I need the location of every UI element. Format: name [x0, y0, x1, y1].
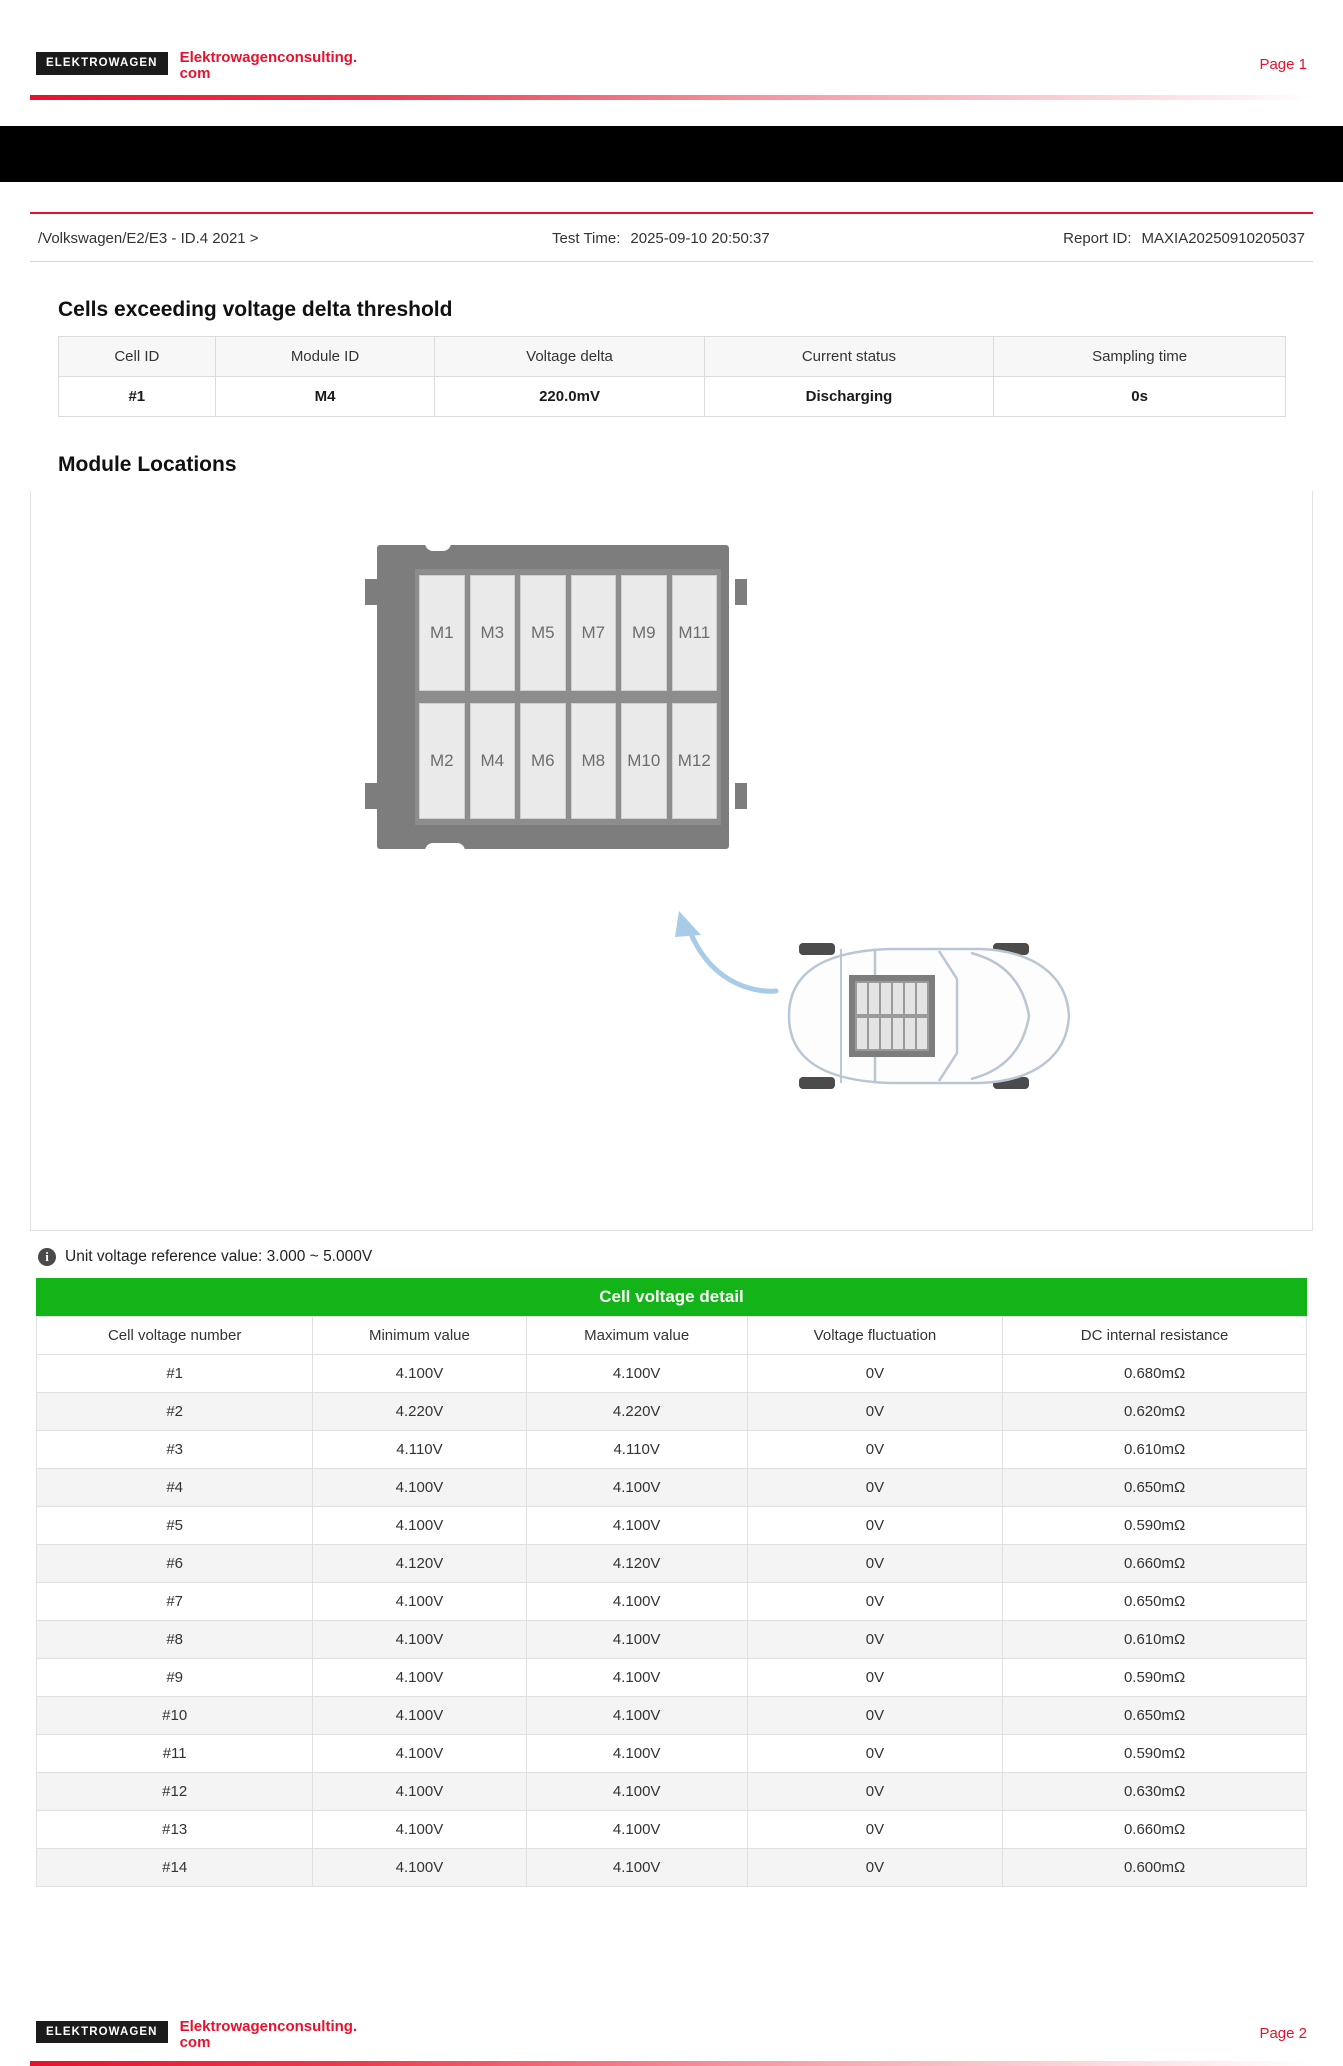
cell-voltage-title: Cell voltage detail: [36, 1278, 1307, 1316]
module-m7: M7: [571, 575, 617, 691]
voltage-delta-value: 220.0mV: [435, 377, 704, 417]
table-row: [37, 1431, 1307, 1469]
dc-internal-resistance: 0.650mΩ: [1003, 1469, 1307, 1507]
table-row: [37, 1735, 1307, 1773]
col-minimum-value: Minimum value: [313, 1317, 526, 1355]
pack-mount-right-bottom: [735, 783, 747, 809]
cell-voltage-section: [36, 1278, 1307, 1887]
maximum-value: 4.100V: [526, 1621, 747, 1659]
col-voltage-fluctuation: Voltage fluctuation: [747, 1317, 1002, 1355]
pack-mount-left-top: [365, 579, 377, 605]
cell-voltage-number: #13: [37, 1811, 313, 1849]
maximum-value: 4.100V: [526, 1811, 747, 1849]
pack-notch-bottom: [425, 843, 465, 853]
info-icon: i: [38, 1248, 56, 1266]
module-id-value: M4: [215, 377, 435, 417]
maximum-value: 4.100V: [526, 1773, 747, 1811]
report-id-label: Report ID:: [1063, 230, 1132, 248]
battery-pack-diagram: [361, 545, 751, 865]
maximum-value: 4.100V: [526, 1849, 747, 1887]
dc-internal-resistance: 0.650mΩ: [1003, 1583, 1307, 1621]
voltage-fluctuation: 0V: [747, 1735, 1002, 1773]
col-cell-voltage-number: Cell voltage number: [37, 1317, 313, 1355]
voltage-fluctuation: 0V: [747, 1469, 1002, 1507]
document-footer: [0, 2019, 1343, 2066]
table-header-row: [59, 337, 1286, 377]
pack-notch-top: [425, 541, 451, 551]
maximum-value: 4.220V: [526, 1393, 747, 1431]
maximum-value: 4.100V: [526, 1659, 747, 1697]
module-m4: M4: [470, 703, 516, 819]
cell-voltage-number: #3: [37, 1431, 313, 1469]
brand-block: [36, 50, 357, 82]
minimum-value: 4.110V: [313, 1431, 526, 1469]
table-row: [37, 1507, 1307, 1545]
pack-module-grid: [415, 569, 721, 825]
footer-brand-name: [180, 2019, 358, 2051]
brand-name-line1: Elektrowagenconsulting.: [179, 49, 358, 66]
table-row: [37, 1849, 1307, 1887]
voltage-fluctuation: 0V: [747, 1507, 1002, 1545]
table-row: [37, 1697, 1307, 1735]
minimum-value: 4.100V: [313, 1583, 526, 1621]
col-current-status: Current status: [704, 337, 994, 377]
cell-voltage-number: #14: [37, 1849, 313, 1887]
voltage-reference-note: [38, 1248, 1343, 1266]
test-time-value: 2025-09-10 20:50:37: [630, 230, 770, 248]
cell-voltage-number: #11: [37, 1735, 313, 1773]
footer-divider: [30, 2061, 1313, 2066]
cell-voltage-number: #2: [37, 1393, 313, 1431]
dc-internal-resistance: 0.610mΩ: [1003, 1621, 1307, 1659]
footer-brand-block: [36, 2019, 357, 2051]
table-row: [37, 1773, 1307, 1811]
callout-arrow-icon: [671, 909, 781, 999]
table-row: [37, 1659, 1307, 1697]
dc-internal-resistance: 0.660mΩ: [1003, 1811, 1307, 1849]
maximum-value: 4.100V: [526, 1355, 747, 1393]
col-module-id: Module ID: [215, 337, 435, 377]
dc-internal-resistance: 0.680mΩ: [1003, 1355, 1307, 1393]
module-m1: M1: [419, 575, 465, 691]
table-row: [37, 1811, 1307, 1849]
pack-mount-left-bottom: [365, 783, 377, 809]
module-m5: M5: [520, 575, 566, 691]
maximum-value: 4.100V: [526, 1583, 747, 1621]
sampling-time-value: 0s: [994, 377, 1286, 417]
dc-internal-resistance: 0.610mΩ: [1003, 1431, 1307, 1469]
minimum-value: 4.100V: [313, 1735, 526, 1773]
voltage-fluctuation: 0V: [747, 1849, 1002, 1887]
col-cell-id: Cell ID: [59, 337, 216, 377]
module-m12: M12: [672, 703, 718, 819]
meta-strip: [30, 214, 1313, 262]
voltage-reference-note-text: Unit voltage reference value: 3.000 ~ 5.000V: [65, 1248, 373, 1266]
voltage-fluctuation: 0V: [747, 1773, 1002, 1811]
maximum-value: 4.110V: [526, 1431, 747, 1469]
minimum-value: 4.100V: [313, 1773, 526, 1811]
module-m6: M6: [520, 703, 566, 819]
minimum-value: 4.100V: [313, 1355, 526, 1393]
cell-voltage-number: #9: [37, 1659, 313, 1697]
footer-brand-name-line2: com: [179, 2033, 211, 2051]
voltage-fluctuation: 0V: [747, 1355, 1002, 1393]
cell-voltage-number: #7: [37, 1583, 313, 1621]
cell-voltage-number: #4: [37, 1469, 313, 1507]
current-status-value: Discharging: [704, 377, 994, 417]
minimum-value: 4.100V: [313, 1849, 526, 1887]
module-m11: M11: [672, 575, 718, 691]
module-m8: M8: [571, 703, 617, 819]
voltage-fluctuation: 0V: [747, 1659, 1002, 1697]
breadcrumb[interactable]: /Volkswagen/E2/E3 - ID.4 2021 >: [38, 230, 259, 248]
dc-internal-resistance: 0.590mΩ: [1003, 1659, 1307, 1697]
pack-row-bottom: [419, 703, 717, 819]
cell-voltage-number: #8: [37, 1621, 313, 1659]
maximum-value: 4.100V: [526, 1735, 747, 1773]
cell-voltage-number: #12: [37, 1773, 313, 1811]
test-time-group: [552, 230, 770, 247]
voltage-fluctuation: 0V: [747, 1621, 1002, 1659]
footer-page-number: Page 2: [1259, 2024, 1307, 2042]
table-row: [37, 1545, 1307, 1583]
delta-threshold-table: [58, 336, 1286, 417]
maximum-value: 4.100V: [526, 1469, 747, 1507]
report-id-group: [1063, 230, 1305, 247]
dc-internal-resistance: 0.620mΩ: [1003, 1393, 1307, 1431]
cell-voltage-table-body: [37, 1355, 1307, 1887]
dc-internal-resistance: 0.590mΩ: [1003, 1507, 1307, 1545]
footer-brand-logo: ELEKTROWAGEN: [36, 2021, 168, 2044]
cell-voltage-number: #1: [37, 1355, 313, 1393]
minimum-value: 4.100V: [313, 1697, 526, 1735]
voltage-fluctuation: 0V: [747, 1431, 1002, 1469]
meta-strip-wrapper: [30, 212, 1313, 262]
pack-mount-right-top: [735, 579, 747, 605]
dc-internal-resistance: 0.660mΩ: [1003, 1545, 1307, 1583]
header-page-number: Page 1: [1259, 56, 1307, 73]
table-row: [37, 1355, 1307, 1393]
document-header: [0, 0, 1343, 82]
header-divider: [30, 95, 1313, 100]
dc-internal-resistance: 0.600mΩ: [1003, 1849, 1307, 1887]
col-dc-internal-resistance: DC internal resistance: [1003, 1317, 1307, 1355]
minimum-value: 4.100V: [313, 1621, 526, 1659]
col-voltage-delta: Voltage delta: [435, 337, 704, 377]
dc-internal-resistance: 0.650mΩ: [1003, 1697, 1307, 1735]
voltage-fluctuation: 0V: [747, 1811, 1002, 1849]
table-row: [59, 377, 1286, 417]
module-locations-diagram: [30, 491, 1313, 1231]
module-locations-title: Module Locations: [58, 453, 237, 477]
table-row: [37, 1469, 1307, 1507]
voltage-fluctuation: 0V: [747, 1697, 1002, 1735]
dc-internal-resistance: 0.630mΩ: [1003, 1773, 1307, 1811]
table-row: [37, 1393, 1307, 1431]
delta-section-title: Cells exceeding voltage delta threshold: [58, 298, 453, 322]
voltage-fluctuation: 0V: [747, 1545, 1002, 1583]
voltage-fluctuation: 0V: [747, 1583, 1002, 1621]
cell-voltage-number: #10: [37, 1697, 313, 1735]
pack-row-top: [419, 575, 717, 691]
table-row: [37, 1583, 1307, 1621]
cell-voltage-table: [36, 1316, 1307, 1887]
module-m9: M9: [621, 575, 667, 691]
minimum-value: 4.100V: [313, 1469, 526, 1507]
battery-pack-housing: [377, 545, 729, 849]
voltage-fluctuation: 0V: [747, 1393, 1002, 1431]
test-time-label: Test Time:: [552, 230, 621, 248]
table-header-row: [37, 1317, 1307, 1355]
footer-brand-name-line1: Elektrowagenconsulting.: [179, 2017, 358, 2035]
report-id-value: MAXIA20250910205037: [1141, 230, 1305, 248]
table-row: [37, 1621, 1307, 1659]
minimum-value: 4.100V: [313, 1507, 526, 1545]
maximum-value: 4.120V: [526, 1545, 747, 1583]
module-m10: M10: [621, 703, 667, 819]
minimum-value: 4.220V: [313, 1393, 526, 1431]
brand-name-line2: com: [179, 65, 211, 83]
maximum-value: 4.100V: [526, 1697, 747, 1735]
module-m2: M2: [419, 703, 465, 819]
cell-voltage-number: #5: [37, 1507, 313, 1545]
minimum-value: 4.100V: [313, 1811, 526, 1849]
cell-voltage-number: #6: [37, 1545, 313, 1583]
brand-logo: ELEKTROWAGEN: [36, 52, 168, 75]
minimum-value: 4.100V: [313, 1659, 526, 1697]
maximum-value: 4.100V: [526, 1507, 747, 1545]
col-sampling-time: Sampling time: [994, 337, 1286, 377]
vehicle-top-view-icon: [771, 931, 1081, 1101]
col-maximum-value: Maximum value: [526, 1317, 747, 1355]
header-black-band: [0, 126, 1343, 182]
minimum-value: 4.120V: [313, 1545, 526, 1583]
dc-internal-resistance: 0.590mΩ: [1003, 1735, 1307, 1773]
module-m3: M3: [470, 575, 516, 691]
brand-name: [180, 50, 358, 82]
cell-id-value: #1: [59, 377, 216, 417]
